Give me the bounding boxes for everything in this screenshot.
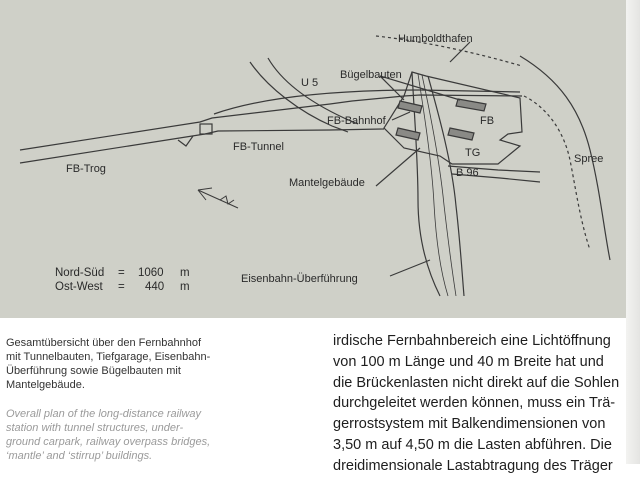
caption-english <box>6 407 256 463</box>
dim-ow-value: 440 <box>145 281 165 293</box>
leader-mantel <box>376 148 420 186</box>
caption-en-line: ‘mantle’ and ‘stirrup’ buildings. <box>6 450 153 462</box>
dim-ns-eq: = <box>118 267 125 279</box>
dim-ow-eq: = <box>118 281 125 293</box>
body-line: durchgeleitet werden können, muss ein Trä- <box>333 395 616 412</box>
label-tg: TG <box>465 147 481 159</box>
stirrup-building-1 <box>398 101 422 113</box>
dim-ns-value: 1060 <box>138 267 164 279</box>
caption-de-line: Mantelgebäude. <box>6 379 85 391</box>
label-b96: B 96 <box>456 167 479 179</box>
caption-german <box>6 336 256 392</box>
stirrup-building-2 <box>456 99 486 111</box>
caption-en-line: ground carpark, railway overpass bridges, <box>6 436 211 448</box>
dim-ns-unit: m <box>180 267 190 279</box>
spree-river-inner <box>524 96 590 250</box>
caption-de-line: mit Tunnelbauten, Tiefgarage, Eisenbahn- <box>6 351 211 363</box>
label-u5: U 5 <box>301 77 319 89</box>
dim-ow-label: Ost-West <box>55 281 103 293</box>
leader-eisenbahn <box>390 260 430 276</box>
label-buegelbauten: Bügelbauten <box>340 69 402 81</box>
caption-en-line: station with tunnel structures, under- <box>6 422 184 434</box>
body-line: 3,50 m auf 4,50 m die Lasten abführen. Die <box>333 436 612 453</box>
label-fb-trog: FB-Trog <box>66 163 106 175</box>
body-line: von 100 m Länge und 40 m Breite hat und <box>333 353 604 370</box>
body-line: gerrostsystem mit Balkendimensionen von <box>333 416 606 433</box>
label-humboldthafen: Humboldthafen <box>398 33 473 45</box>
dim-ow-unit: m <box>180 281 190 293</box>
label-mantelgebaeude: Mantelgebäude <box>289 177 365 189</box>
dim-ns-label: Nord-Süd <box>55 267 105 279</box>
label-fb-bahnhof: FB-Bahnhof <box>327 115 386 127</box>
caption-de-line: Überführung sowie Bügelbauten mit <box>6 365 181 377</box>
body-text-column <box>333 331 633 477</box>
body-line: die Brückenlasten nicht direkt auf die Sohlen <box>333 374 620 391</box>
north-arrow-icon <box>198 188 238 208</box>
label-fb: FB <box>480 115 495 127</box>
stirrup-building-3 <box>396 128 420 140</box>
stirrup-building-4 <box>448 128 474 140</box>
railway-bridge-east <box>428 76 464 296</box>
station-body <box>384 72 522 164</box>
caption-de-line: Gesamtübersicht über den Fernbahnhof <box>6 337 202 349</box>
leader-fbbahnhof <box>392 112 410 120</box>
body-line: irdische Fernbahnbereich eine Lichtöffnung <box>333 333 611 349</box>
label-spree: Spree <box>574 153 604 165</box>
body-line: dreidimensionale Lastabtragung des Träger <box>333 457 613 474</box>
label-fb-tunnel: FB-Tunnel <box>233 141 284 153</box>
caption-en-line: Overall plan of the long-distance railway <box>6 408 202 420</box>
label-eisenbahn-ueberfuehrung: Eisenbahn-Überführung <box>241 273 358 285</box>
